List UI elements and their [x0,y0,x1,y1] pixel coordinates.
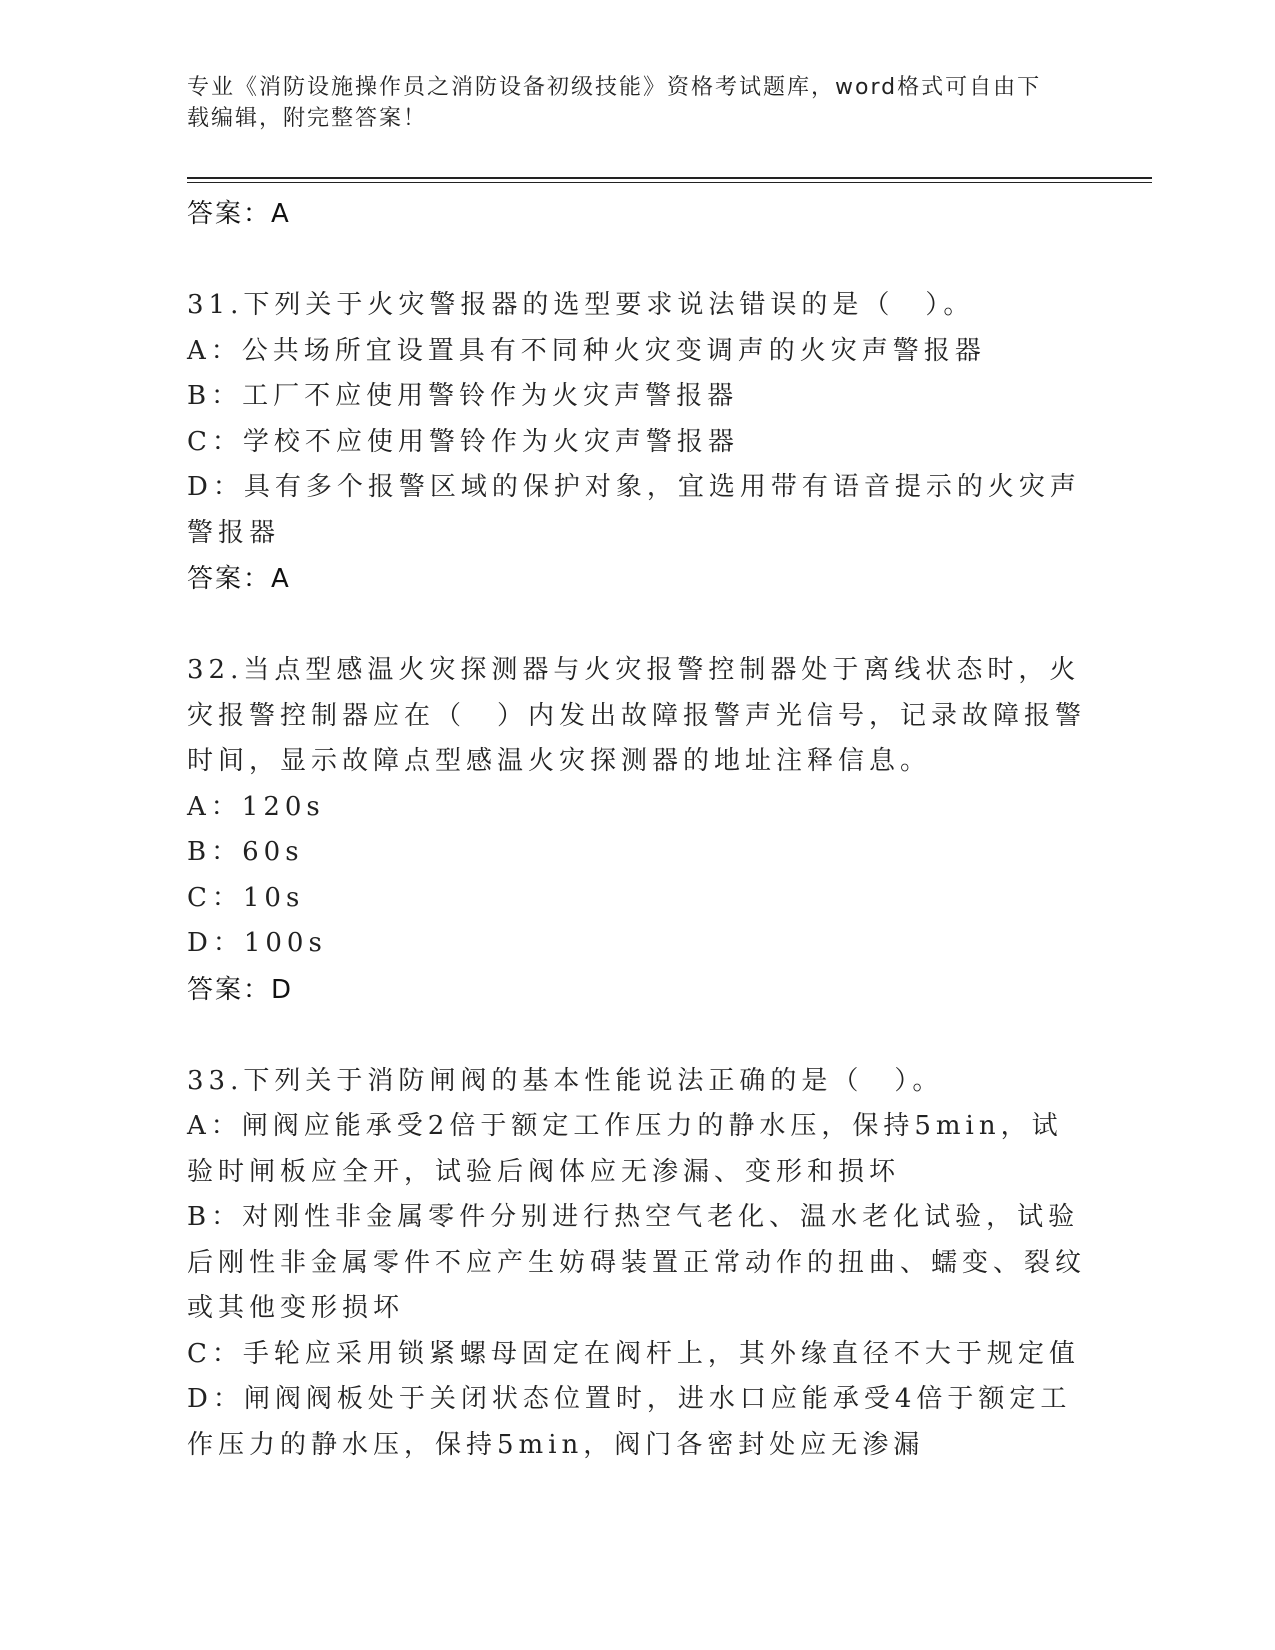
option-b: B：60s [187,837,304,867]
option-d: D：具有多个报警区域的保护对象，宜选用带有语音提示的火灾声警报器 [187,472,1081,548]
option-a: A：120s [187,791,325,822]
option-a: A：公共场所宜设置具有不同种火灾变调声的火灾声警报器 [187,335,986,366]
option-a: A：闸阀应能承受2倍于额定工作压力的静水压，保持5min，试验时闸板应全开，试验后阀体应无渗漏、变形和损坏 [187,1111,1063,1187]
option-c: C：10s [187,882,305,913]
option-b: B：工厂不应使用警铃作为火灾声警报器 [187,381,739,411]
question-31 [187,283,1087,602]
header-line-1: 专业《消防设施操作员之消防设备初级技能》资格考试题库，word格式可自由下 [187,75,1042,100]
question-32 [187,648,1087,1013]
answer-line: 答案：D [187,974,294,1005]
answer-line: 答案：A [187,564,291,594]
question-list [187,187,1087,1468]
answer-line: 答案：A [187,199,291,229]
option-c: C：学校不应使用警铃作为火灾声警报器 [187,426,739,457]
question-stem: 33.下列关于消防闸阀的基本性能说法正确的是（ ）。 [187,1065,944,1096]
question-stem: 31.下列关于火灾警报器的选型要求说法错误的是（ ）。 [187,290,975,320]
question-33 [187,1059,1087,1469]
option-d: D：闸阀阀板处于关闭状态位置时，进水口应能承受4倍于额定工作压力的静水压，保持5min，阀门各密封处应无渗漏 [187,1384,1072,1460]
document-header [187,72,1067,134]
question-stem: 32.当点型感温火灾探测器与火灾报警控制器处于离线状态时，火灾报警控制器应在（ ）内发出故障报警声光信号，记录故障报警时间，显示故障点型感温火灾探测器的地址注释信息。 [187,655,1087,776]
option-b: B：对刚性非金属零件分别进行热空气老化、温水老化试验，试验后刚性非金属零件不应产生妨碍装置正常动作的扭曲、蠕变、裂纹或其他变形损坏 [187,1202,1087,1323]
option-d: D：100s [187,928,327,958]
header-divider-thin [187,182,1152,183]
header-line-2: 载编辑，附完整答案！ [187,106,428,131]
header-divider-thick [187,177,1152,179]
option-c: C：手轮应采用锁紧螺母固定在阀杆上，其外缘直径不大于规定值 [187,1338,1080,1369]
